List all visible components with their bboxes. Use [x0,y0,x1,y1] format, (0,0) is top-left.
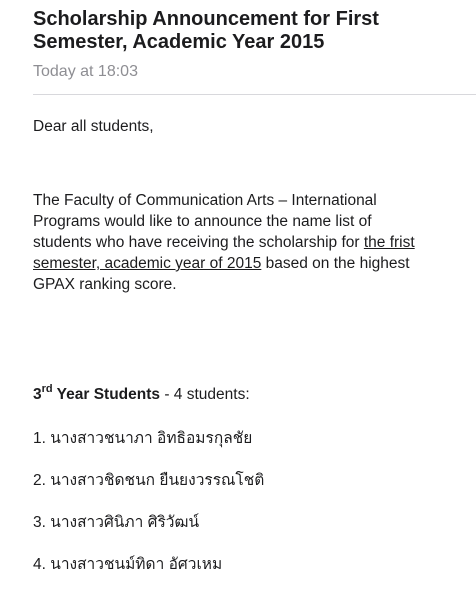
student-item: 3. นางสาวศินิภา ศิริวัฒน์ [33,514,200,531]
year-number: 3 [33,386,42,403]
email-timestamp: Today at 18:03 [33,63,138,80]
student-list [33,428,264,596]
student-count: - 4 students: [160,386,250,403]
header-divider [33,94,476,95]
announcement-paragraph [33,190,428,295]
semester-underlined-text: the frist semester, academic year of 2015 [33,234,415,272]
student-item: 4. นางสาวชนม์ทิดา อัศวเหม [33,556,223,573]
student-item: 2. นางสาวชิดชนก ยืนยงวรรณโชติ [33,472,265,489]
email-subject: Scholarship Announcement for First Semester, Academic Year 2015 [33,8,379,53]
email-header [33,6,466,82]
announcement-text-start: The Faculty of Communication Arts – International Programs would like to announce the name list of students who have receiving the scholarship for [33,192,377,251]
year-suffix: rd [41,383,53,395]
student-item: 1. นางสาวชนาภา อิทธิอมรกุลชัย [33,430,253,447]
email-greeting: Dear all students, [33,118,154,135]
announcement-text-end: based on the highest GPAX ranking score. [33,255,410,293]
section-heading [33,384,250,405]
year-label: Year Students [52,386,161,403]
